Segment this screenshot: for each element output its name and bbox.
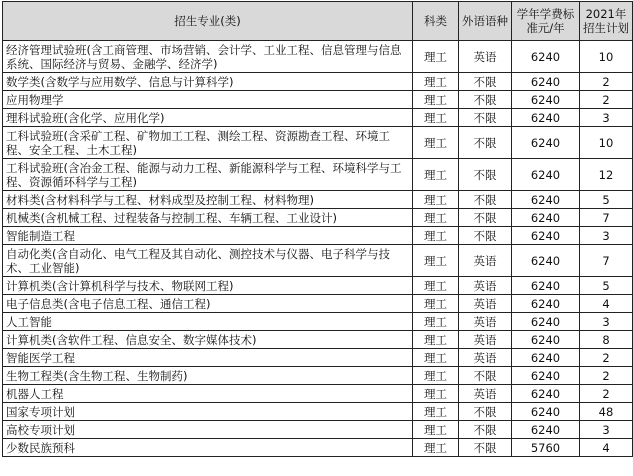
- language-cell: 不限: [459, 227, 512, 245]
- major-cell: 高校专项计划: [3, 421, 413, 439]
- language-cell: 英语: [459, 385, 512, 403]
- language-cell: 不限: [459, 421, 512, 439]
- table-row: [3, 109, 633, 127]
- tuition-cell: 6240: [512, 109, 580, 127]
- language-cell: 不限: [459, 159, 512, 191]
- tuition-cell: 6240: [512, 421, 580, 439]
- table-row: [3, 227, 633, 245]
- table-row: [3, 439, 633, 457]
- table-row: [3, 385, 633, 403]
- category-cell: 理工: [413, 331, 459, 349]
- major-cell: 自动化类(含自动化、电气工程及其自动化、测控技术与仪器、电子科学与技术、工业智能): [3, 245, 413, 277]
- language-cell: 英语: [459, 331, 512, 349]
- tuition-cell: 6240: [512, 295, 580, 313]
- category-cell: 理工: [413, 295, 459, 313]
- category-cell: 理工: [413, 245, 459, 277]
- plan-cell: 2: [580, 385, 633, 403]
- category-cell: 理工: [413, 313, 459, 331]
- tuition-cell: 6240: [512, 73, 580, 91]
- tuition-cell: 6240: [512, 91, 580, 109]
- table-row: [3, 295, 633, 313]
- table-row: [3, 277, 633, 295]
- major-cell: 经济管理试验班(含工商管理、市场营销、会计学、工业工程、信息管理与信息系统、国际经济与贸易、金融学、经济学): [3, 41, 413, 73]
- plan-cell: 3: [580, 313, 633, 331]
- language-cell: 不限: [459, 91, 512, 109]
- language-cell: 不限: [459, 127, 512, 159]
- table-row: [3, 41, 633, 73]
- language-cell: 不限: [459, 439, 512, 457]
- major-cell: 机器人工程: [3, 385, 413, 403]
- category-cell: 理工: [413, 403, 459, 421]
- plan-cell: 2: [580, 73, 633, 91]
- language-cell: 不限: [459, 109, 512, 127]
- table-row: [3, 313, 633, 331]
- plan-cell: 3: [580, 109, 633, 127]
- header-category: 科类: [413, 2, 459, 41]
- category-cell: 理工: [413, 349, 459, 367]
- plan-cell: 10: [580, 127, 633, 159]
- plan-cell: 3: [580, 227, 633, 245]
- tuition-cell: 6240: [512, 41, 580, 73]
- plan-cell: 12: [580, 159, 633, 191]
- plan-cell: 8: [580, 331, 633, 349]
- plan-cell: 5: [580, 277, 633, 295]
- language-cell: 不限: [459, 73, 512, 91]
- tuition-cell: 6240: [512, 245, 580, 277]
- plan-cell: 10: [580, 41, 633, 73]
- enrollment-plan-table: [2, 1, 633, 457]
- plan-cell: 4: [580, 439, 633, 457]
- major-cell: 材料类(含材料科学与工程、材料成型及控制工程、材料物理): [3, 191, 413, 209]
- plan-cell: 2: [580, 349, 633, 367]
- language-cell: 不限: [459, 367, 512, 385]
- header-row: [3, 2, 633, 41]
- tuition-cell: 6240: [512, 403, 580, 421]
- language-cell: 英语: [459, 313, 512, 331]
- major-cell: 数学类(含数学与应用数学、信息与计算科学): [3, 73, 413, 91]
- table-row: [3, 209, 633, 227]
- table-row: [3, 159, 633, 191]
- language-cell: 英语: [459, 245, 512, 277]
- category-cell: 理工: [413, 227, 459, 245]
- major-cell: 工科试验班(含冶金工程、能源与动力工程、新能源科学与工程、环境科学与工程、资源循环科学与工程): [3, 159, 413, 191]
- language-cell: 不限: [459, 209, 512, 227]
- language-cell: 英语: [459, 277, 512, 295]
- major-cell: 人工智能: [3, 313, 413, 331]
- tuition-cell: 6240: [512, 367, 580, 385]
- language-cell: 不限: [459, 191, 512, 209]
- table-row: [3, 349, 633, 367]
- tuition-cell: 6240: [512, 331, 580, 349]
- category-cell: 理工: [413, 191, 459, 209]
- header-language: 外语语种: [459, 2, 512, 41]
- category-cell: 理工: [413, 277, 459, 295]
- table-row: [3, 367, 633, 385]
- header-plan: 2021年招生计划: [580, 2, 633, 41]
- category-cell: 理工: [413, 421, 459, 439]
- plan-cell: 48: [580, 403, 633, 421]
- major-cell: 智能医学工程: [3, 349, 413, 367]
- tuition-cell: 6240: [512, 349, 580, 367]
- tuition-cell: 6240: [512, 191, 580, 209]
- category-cell: 理工: [413, 127, 459, 159]
- major-cell: 理科试验班(含化学、应用化学): [3, 109, 413, 127]
- language-cell: 英语: [459, 349, 512, 367]
- plan-cell: 4: [580, 295, 633, 313]
- table-row: [3, 91, 633, 109]
- table-row: [3, 245, 633, 277]
- plan-cell: 3: [580, 421, 633, 439]
- plan-cell: 7: [580, 209, 633, 227]
- language-cell: 英语: [459, 295, 512, 313]
- major-cell: 国家专项计划: [3, 403, 413, 421]
- plan-cell: 2: [580, 91, 633, 109]
- table-row: [3, 421, 633, 439]
- major-cell: 生物工程类(含生物工程、生物制药): [3, 367, 413, 385]
- plan-cell: 7: [580, 245, 633, 277]
- category-cell: 理工: [413, 439, 459, 457]
- category-cell: 理工: [413, 159, 459, 191]
- table-row: [3, 191, 633, 209]
- tuition-cell: 6240: [512, 277, 580, 295]
- category-cell: 理工: [413, 73, 459, 91]
- language-cell: 不限: [459, 403, 512, 421]
- table-row: [3, 73, 633, 91]
- category-cell: 理工: [413, 367, 459, 385]
- category-cell: 理工: [413, 41, 459, 73]
- category-cell: 理工: [413, 109, 459, 127]
- tuition-cell: 6240: [512, 127, 580, 159]
- major-cell: 电子信息类(含电子信息工程、通信工程): [3, 295, 413, 313]
- major-cell: 应用物理学: [3, 91, 413, 109]
- major-cell: 工科试验班(含采矿工程、矿物加工工程、测绘工程、资源勘查工程、环境工程、安全工程、土木工程): [3, 127, 413, 159]
- major-cell: 机械类(含机械工程、过程装备与控制工程、车辆工程、工业设计): [3, 209, 413, 227]
- category-cell: 理工: [413, 91, 459, 109]
- tuition-cell: 6240: [512, 313, 580, 331]
- table-row: [3, 403, 633, 421]
- header-tuition: 学年学费标准元/年: [512, 2, 580, 41]
- tuition-cell: 6240: [512, 227, 580, 245]
- tuition-cell: 6240: [512, 159, 580, 191]
- table-row: [3, 331, 633, 349]
- plan-cell: 5: [580, 191, 633, 209]
- plan-cell: 2: [580, 367, 633, 385]
- header-major: 招生专业(类): [3, 2, 413, 41]
- table-row: [3, 127, 633, 159]
- major-cell: 计算机类(含软件工程、信息安全、数字媒体技术): [3, 331, 413, 349]
- tuition-cell: 5760: [512, 439, 580, 457]
- tuition-cell: 6240: [512, 209, 580, 227]
- major-cell: 智能制造工程: [3, 227, 413, 245]
- major-cell: 少数民族预科: [3, 439, 413, 457]
- language-cell: 英语: [459, 41, 512, 73]
- tuition-cell: 6240: [512, 385, 580, 403]
- category-cell: 理工: [413, 209, 459, 227]
- major-cell: 计算机类(含计算机科学与技术、物联网工程): [3, 277, 413, 295]
- category-cell: 理工: [413, 385, 459, 403]
